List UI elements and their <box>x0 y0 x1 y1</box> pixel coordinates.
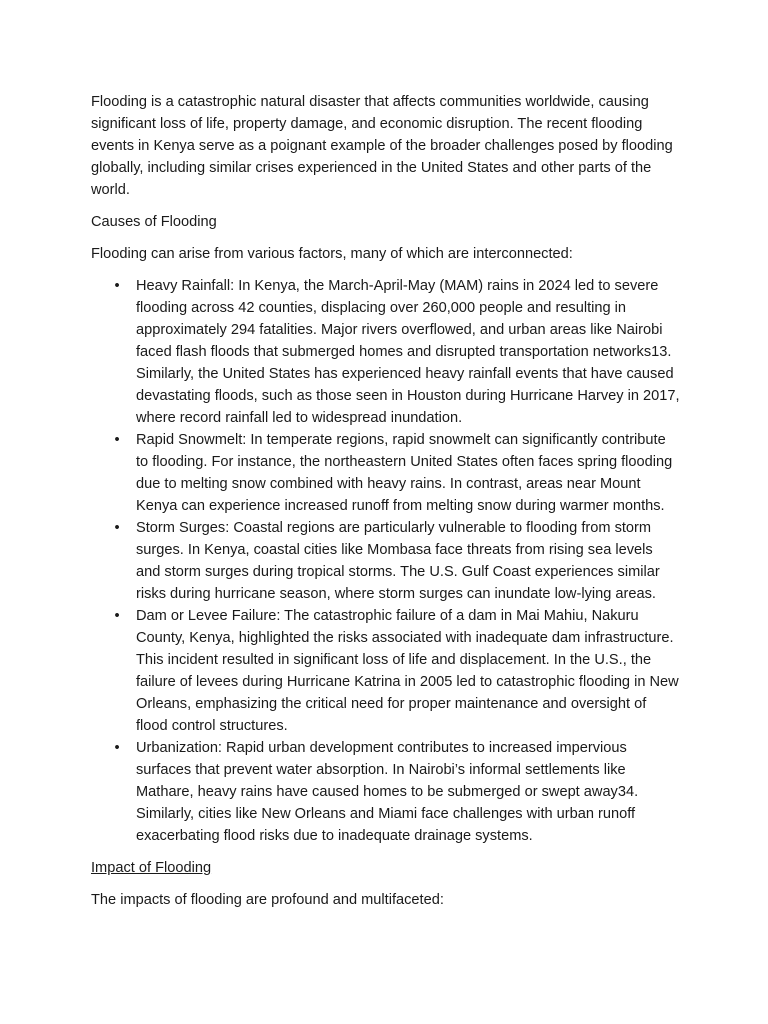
impact-heading: Impact of Flooding <box>91 860 212 876</box>
bullet-icon: • <box>114 608 120 624</box>
list-item-text: Dam or Levee Failure: The catastrophic failure of a dam in Mai Mahiu, Nakuru County, Kenya, highlighted the risks associated with inadequate dam infrastructure. This incident resulted in significant loss of life and displacement. In the U.S., the failure of levees during Hurricane Katrina in 2005 led to catastrophic flooding in New Orleans, emphasizing the critical need for proper maintenance and oversight of flood control structures. <box>136 608 679 734</box>
bullet-icon: • <box>114 432 120 448</box>
bullet-icon: • <box>114 520 120 536</box>
list-item-text: Urbanization: Rapid urban development contributes to increased impervious surfaces that prevent water absorption. In Nairobi’s informal settlements like Mathare, heavy rains have caused homes to be submerged or swept away34. Similarly, cities like New Orleans and Miami face challenges with urban runoff exacerbating flood risks due to inadequate drainage systems. <box>136 740 639 844</box>
list-item-storm-surges <box>91 517 681 605</box>
bullet-icon: • <box>114 278 120 294</box>
list-item-urbanization <box>91 737 681 847</box>
causes-heading: Causes of Flooding <box>91 214 217 230</box>
causes-intro-paragraph: Flooding can arise from various factors, many of which are interconnected: <box>91 246 573 262</box>
list-item-heavy-rainfall <box>91 275 681 429</box>
list-item-text: Heavy Rainfall: In Kenya, the March-April-May (MAM) rains in 2024 led to severe flooding across 42 counties, displacing over 260,000 people and resulting in approximately 294 fatalities. Major rivers overflowed, and urban areas like Nairobi faced flash floods that submerged homes and disrupted transportation networks13. Similarly, the United States has experienced heavy rainfall events that have caused devastating floods, such as those seen in Houston during Hurricane Harvey in 2017, where record rainfall led to widespread inundation. <box>136 278 680 426</box>
impact-intro-paragraph: The impacts of flooding are profound and multifaceted: <box>91 892 444 908</box>
list-item-rapid-snowmelt <box>91 429 681 517</box>
list-item-text: Rapid Snowmelt: In temperate regions, rapid snowmelt can significantly contribute to flooding. For instance, the northeastern United States often faces spring flooding due to melting snow combined with heavy rains. In contrast, areas near Mount Kenya can experience increased runoff from melting snow during warmer months. <box>136 432 673 514</box>
list-item-text: Storm Surges: Coastal regions are particularly vulnerable to flooding from storm surges. In Kenya, coastal cities like Mombasa face threats from rising sea levels and storm surges during tropical storms. The U.S. Gulf Coast experiences similar risks during hurricane season, where storm surges can inundate low-lying areas. <box>136 520 660 602</box>
list-item-dam-levee-failure <box>91 605 681 737</box>
bullet-icon: • <box>114 740 120 756</box>
causes-list <box>91 275 681 847</box>
intro-paragraph: Flooding is a catastrophic natural disaster that affects communities worldwide, causing significant loss of life, property damage, and economic disruption. The recent flooding events in Kenya serve as a poignant example of the broader challenges posed by flooding globally, including similar crises experienced in the United States and other parts of the world. <box>91 94 673 198</box>
document-page <box>91 91 681 921</box>
